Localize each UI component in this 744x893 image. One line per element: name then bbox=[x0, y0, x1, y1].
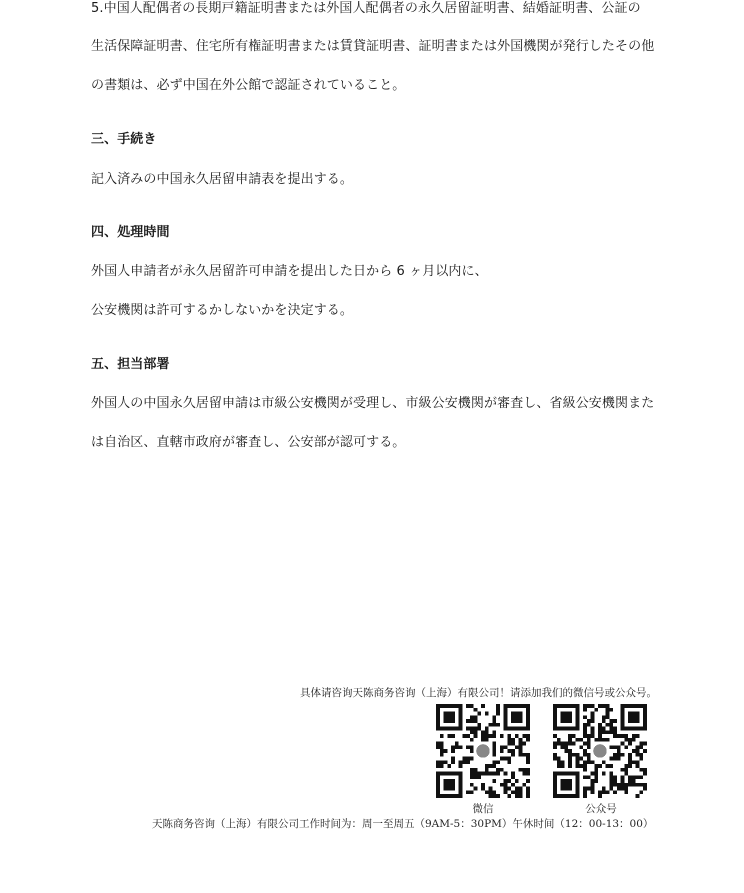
section-heading-procedure: 三、手続き bbox=[91, 132, 157, 147]
official-account-qr-code-icon bbox=[553, 704, 647, 798]
section-heading-processing-time: 四、処理時間 bbox=[91, 225, 170, 240]
qr-graphic bbox=[436, 704, 530, 798]
processing-time-line-2: 公安機関は許可するかしないかを決定する。 bbox=[91, 303, 354, 318]
footer-hours-text: 天陈商务咨询（上海）有限公司工作时间为：周一至周五（9AM-5：30PM）午休时间（12：00-13：00） bbox=[152, 818, 654, 830]
section-heading-department: 五、担当部署 bbox=[91, 357, 170, 372]
wechat-qr-code-icon bbox=[436, 704, 530, 798]
footer-contact-text: 具体请咨询天陈商务咨询（上海）有限公司！请添加我们的微信号或公众号。 bbox=[300, 687, 657, 699]
body-line-3: の書類は、必ず中国在外公館で認証されていること。 bbox=[91, 78, 406, 93]
body-line-2: 生活保障証明書、住宅所有権証明書または賃貸証明書、証明書または外国機関が発行したその他 bbox=[91, 39, 655, 54]
department-line-1: 外国人の中国永久居留申請は市級公安機関が受理し、市級公安機関が審査し、省級公安機関また bbox=[91, 396, 655, 411]
procedure-line-1: 記入済みの中国永久居留申請表を提出する。 bbox=[91, 172, 354, 187]
department-line-2: は自治区、直轄市政府が審査し、公安部が認可する。 bbox=[91, 435, 406, 450]
qr-graphic bbox=[553, 704, 647, 798]
processing-time-line-1: 外国人申請者が永久居留許可申請を提出した日から 6 ヶ月以内に、 bbox=[91, 264, 488, 279]
official-account-qr-caption: 公众号 bbox=[585, 803, 617, 815]
body-line-1: 5.中国人配偶者の長期戸籍証明書または外国人配偶者の永久居留証明書、結婚証明書、公証の bbox=[91, 1, 641, 16]
wechat-qr-caption: 微信 bbox=[472, 803, 494, 815]
